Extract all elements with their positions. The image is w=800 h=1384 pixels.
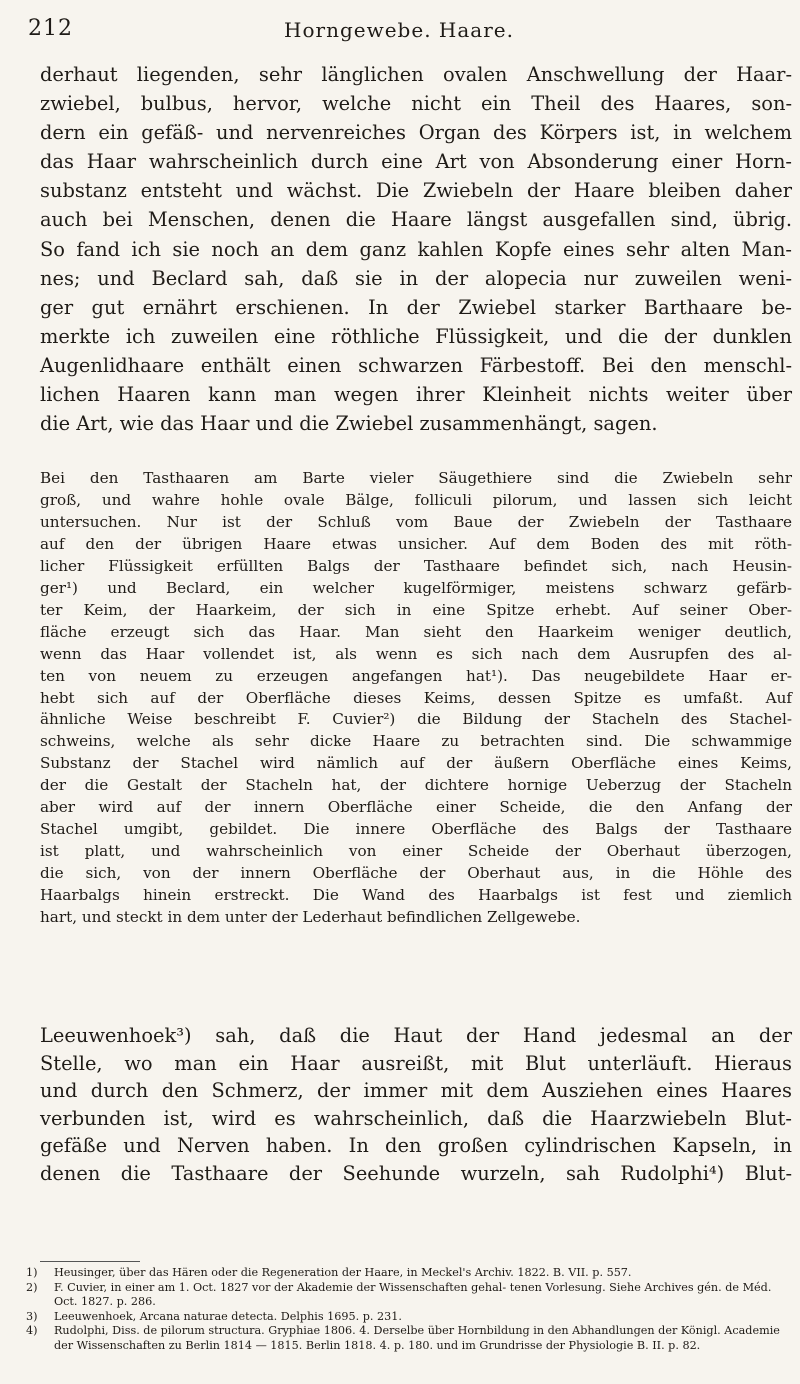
footnote-number: 2) — [26, 1280, 38, 1294]
text-line: denen die Tasthaare der Seehunde wurzeln, sah Rudolphi⁴) Blut- — [40, 1161, 792, 1185]
text-line: zwiebel, bulbus, hervor, welche nicht ein Theil des Haares, son- — [40, 92, 792, 116]
footnote-number: 1) — [26, 1266, 38, 1279]
text-line: Augenlidhaare enthält einen schwarzen Färbestoff. Bei den menschl- — [40, 353, 792, 377]
text-line: Leeuwenhoek³) sah, daß die Haut der Hand jedesmal an der — [40, 1024, 792, 1047]
text-line: und durch den Schmerz, der immer mit dem Ausziehen eines Haares — [40, 1079, 792, 1103]
text-line: ger gut ernährt erschienen. In der Zwiebel starker Barthaare be- — [40, 295, 792, 319]
footnote-text: Heusinger, über das Hären oder die Regeneration der Haare, in Meckel's Archiv. 1822. B. VII. p. 557. — [54, 1266, 632, 1279]
footnote-text: F. Cuvier, in einer am 1. Oct. 1827 vor der Akademie der Wissenschaften gehal- tenen Vorlesung. Siehe Archives gén. de Méd. Oct. 1827. p. 286. — [54, 1280, 772, 1309]
small-text-line: aber wird auf der innern Oberfläche einer Scheide, die den Anfang der — [40, 798, 792, 817]
page-header — [28, 12, 770, 48]
small-text-line: ger¹) und Beclard, ein welcher kugelförmiger, meistens schwarz gefärb- — [40, 578, 792, 597]
small-text-line: Stachel umgibt, gebildet. Die innere Oberfläche des Balgs der Tasthaare — [40, 820, 792, 839]
main-paragraph — [40, 60, 792, 438]
footnote — [26, 1280, 792, 1310]
small-text-line: untersuchen. Nur ist der Schluß vom Baue der Zwiebeln der Tasthaare — [40, 512, 792, 531]
small-text-line: der die Gestalt der Stacheln hat, der dichtere hornige Ueberzug der Stacheln — [40, 776, 792, 795]
footnote — [26, 1266, 792, 1281]
text-line: die Art, wie das Haar und die Zwiebel zusammenhängt, sagen. — [40, 412, 658, 436]
text-line: derhaut liegenden, sehr länglichen ovalen Anschwellung der Haar- — [40, 63, 792, 86]
small-text-line: ähnliche Weise beschreibt F. Cuvier²) die Bildung der Stacheln des Stachel- — [40, 710, 792, 729]
footnotes — [26, 1266, 792, 1354]
footnote — [26, 1324, 792, 1353]
text-line: So fand ich sie noch an dem ganz kahlen Kopfe eines sehr alten Man- — [40, 237, 792, 261]
small-text-line: wenn das Haar vollendet ist, als wenn es sich nach dem Ausrupfen des al- — [40, 644, 792, 663]
small-text-line: ten von neuem zu erzeugen angefangen hat¹). Das neugebildete Haar er- — [40, 666, 792, 685]
footnote-text: Rudolphi, Diss. de pilorum structura. Gryphiae 1806. 4. Derselbe über Hornbildung in den Abhandlungen der Königl. Academie der Wissenschaften zu Berlin 1814 — 1815. Berlin 1818. 4. p. 180. und im Grundrisse der Physiologie B. II. p. 82. — [54, 1324, 780, 1352]
small-text-line: ter Keim, der Haarkeim, der sich in eine Spitze erhebt. Auf seiner Ober- — [40, 600, 792, 619]
text-line: substanz entsteht und wächst. Die Zwiebeln der Haare bleiben daher — [40, 179, 792, 203]
small-text-line: hebt sich auf der Oberfläche dieses Keims, dessen Spitze es umfaßt. Auf — [40, 688, 792, 707]
text-line: merkte ich zuweilen eine röthliche Flüssigkeit, und die der dunklen — [40, 324, 792, 348]
text-line: das Haar wahrscheinlich durch eine Art von Absonderung einer Horn- — [40, 150, 792, 174]
footnote-text: Leeuwenhoek, Arcana naturae detecta. Delphis 1695. p. 231. — [54, 1309, 402, 1323]
text-line: verbunden ist, wird es wahrscheinlich, daß die Haarzwiebeln Blut- — [40, 1106, 792, 1130]
text-line: gefäße und Nerven haben. In den großen cylindrischen Kapseln, in — [40, 1134, 792, 1158]
running-title: Horngewebe. Haare. — [284, 18, 514, 42]
text-line: Stelle, wo man ein Haar ausreißt, mit Blut unterläuft. Hieraus — [40, 1051, 792, 1075]
footnote — [26, 1309, 792, 1325]
small-text-line: ist platt, und wahrscheinlich von einer Scheide der Oberhaut überzogen, — [40, 842, 792, 861]
small-text-line: licher Flüssigkeit erfüllten Balgs der Tasthaare befindet sich, nach Heusin- — [40, 556, 792, 575]
text-line: lichen Haaren kann man wegen ihrer Kleinheit nichts weiter über — [40, 383, 792, 407]
page-number: 212 — [28, 16, 73, 41]
small-text-line: Bei den Tasthaaren am Barte vieler Säugethiere sind die Zwiebeln sehr — [40, 469, 792, 487]
second-paragraph — [40, 1022, 792, 1188]
small-text-line: Substanz der Stachel wird nämlich auf der äußern Oberfläche eines Keims, — [40, 754, 792, 773]
footnote-rule — [40, 1261, 140, 1262]
small-text-line: Haarbalgs hinein erstreckt. Die Wand des Haarbalgs ist fest und ziemlich — [40, 886, 792, 905]
small-text-line: groß, und wahre hohle ovale Bälge, folliculi pilorum, und lassen sich leicht — [40, 490, 792, 509]
footnote-number: 4) — [26, 1324, 38, 1338]
small-text-line: die sich, von der innern Oberfläche der Oberhaut aus, in die Höhle des — [40, 864, 792, 883]
small-text-line: schweins, welche als sehr dicke Haare zu betrachten sind. Die schwammige — [40, 732, 792, 751]
small-print-paragraph — [40, 468, 792, 929]
footnote-number: 3) — [26, 1309, 38, 1323]
text-line: auch bei Menschen, denen die Haare längst ausgefallen sind, übrig. — [40, 208, 792, 232]
text-line: nes; und Beclard sah, daß sie in der alopecia nur zuweilen weni- — [40, 266, 792, 290]
small-text-line: fläche erzeugt sich das Haar. Man sieht den Haarkeim weniger deutlich, — [40, 622, 792, 641]
text-line: dern ein gefäß- und nervenreiches Organ des Körpers ist, in welchem — [40, 121, 792, 145]
small-text-line: auf den der übrigen Haare etwas unsicher. Auf dem Boden des mit röth- — [40, 534, 792, 553]
small-text-line: hart, und steckt in dem unter der Lederhaut befindlichen Zellgewebe. — [40, 908, 581, 927]
